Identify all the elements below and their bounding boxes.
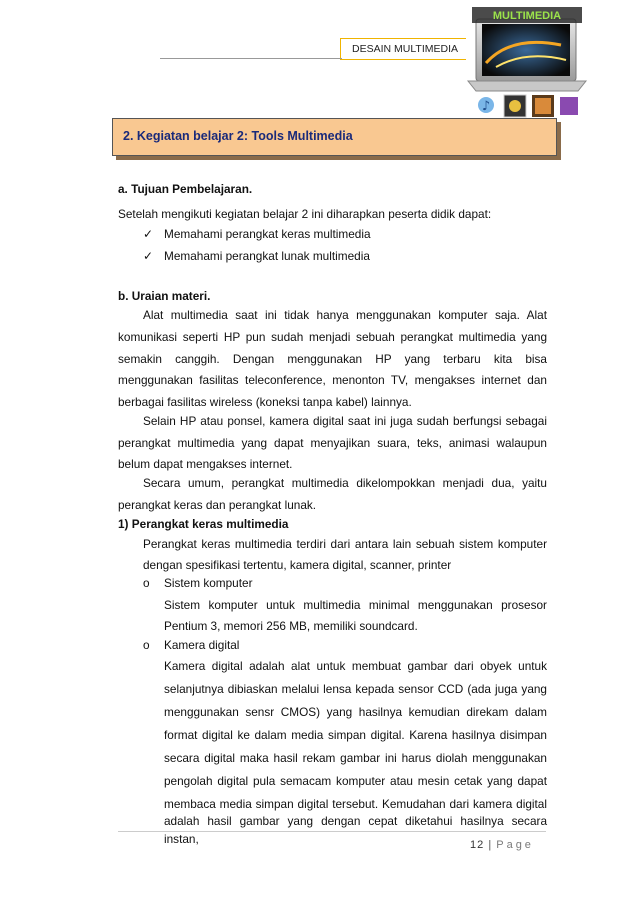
logo-text: MULTIMEDIA: [492, 10, 562, 22]
page-separator: |: [488, 839, 493, 851]
svg-text:♪: ♪: [481, 99, 491, 114]
checkmark-icon: ✓: [143, 227, 154, 241]
b-line: Alat multimedia saat ini tidak hanya menggunakan komputer saja. Alat: [143, 308, 547, 322]
header-title: DESAIN MULTIMEDIA: [340, 38, 470, 60]
hw-line: Perangkat keras multimedia terdiri dari antara lain sebuah sistem komputer: [143, 537, 547, 551]
heading-b: b. Uraian materi.: [118, 289, 211, 303]
bullet-icon: o: [143, 576, 150, 590]
list-item: [143, 247, 153, 265]
page-footer: [470, 839, 534, 851]
b-line: perangkat keras dan perangkat lunak.: [118, 498, 317, 512]
section-title-box: [112, 118, 557, 156]
heading-a: a. Tujuan Pembelajaran.: [118, 182, 253, 196]
hw-item-title: Sistem komputer: [164, 576, 253, 590]
b-line: belum dapat mengakses internet.: [118, 457, 293, 471]
hw-item-title: Kamera digital: [164, 638, 240, 652]
b-line: menggunakan fasilitas teleconference, menonton TV, mengakses internet dan: [118, 373, 547, 387]
b-line: komunikasi seperti HP pun sudah menjadi sebuah perangkat multimedia yang: [118, 330, 547, 344]
a-item-1: Memahami perangkat keras multimedia: [164, 227, 371, 241]
hw-item-line: membaca media simpan digital tersebut. Kemudahan dari kamera digital: [164, 797, 547, 811]
hw-line: dengan spesifikasi tertentu, kamera digital, scanner, printer: [143, 558, 452, 572]
a-item-2: Memahami perangkat lunak multimedia: [164, 249, 370, 263]
hw-item-line: selanjutnya dibiaskan melalui lensa kepada sensor CCD (ada juga yang: [164, 682, 547, 696]
b-line: Selain HP atau ponsel, kamera digital saat ini juga sudah berfungsi sebagai: [143, 414, 547, 428]
hw-item-line: menggunakan sensr CMOS) yang hasilnya kemudian direkam dalam: [164, 705, 547, 719]
page-label: Page: [496, 839, 534, 851]
multimedia-logo: [466, 5, 588, 120]
b-line: perangkat multimedia yang dapat menyajikan suara, teks, animasi walaupun: [118, 436, 547, 450]
page-number: 12: [470, 839, 485, 851]
hw-item-line: adalah hasil gambar yang dengan cepat diketahui hasilnya secara instan,: [164, 814, 547, 846]
b-line: semakin canggih. Dengan menggunakan HP yang terbaru kita bisa: [118, 352, 547, 366]
hw-item-line: format digital ke dalam media simpan digital. Karena hasilnya disimpan: [164, 728, 547, 742]
list-item: [143, 225, 153, 243]
b-line: Secara umum, perangkat multimedia dikelompokkan menjadi dua, yaitu: [143, 476, 547, 490]
hw-item-line: secara digital maka hasil rekam gambar ini harus diolah menggunakan: [164, 751, 547, 765]
footer-rule: [118, 831, 546, 832]
hw-item-line: Kamera digital adalah alat untuk membuat gambar dari obyek untuk: [164, 659, 547, 673]
hw-item-line: pengolah digital pula semacam komputer atau mesin cetak yang dapat: [164, 774, 547, 788]
checkmark-icon: ✓: [143, 249, 154, 263]
a-intro: Setelah mengikuti kegiatan belajar 2 ini diharapkan peserta didik dapat:: [118, 207, 492, 221]
b-line: berbagai fasilitas wireless (koneksi tanpa kabel) lainnya.: [118, 395, 412, 409]
hw-item-line: Pentium 3, memori 256 MB, memiliki soundcard.: [164, 619, 418, 633]
heading-hardware: 1) Perangkat keras multimedia: [118, 517, 289, 531]
bullet-icon: o: [143, 638, 150, 652]
hw-item-line: Sistem komputer untuk multimedia minimal menggunakan prosesor: [164, 598, 547, 612]
section-title: 2. Kegiatan belajar 2: Tools Multimedia: [123, 129, 353, 143]
header-rule: [160, 58, 342, 59]
